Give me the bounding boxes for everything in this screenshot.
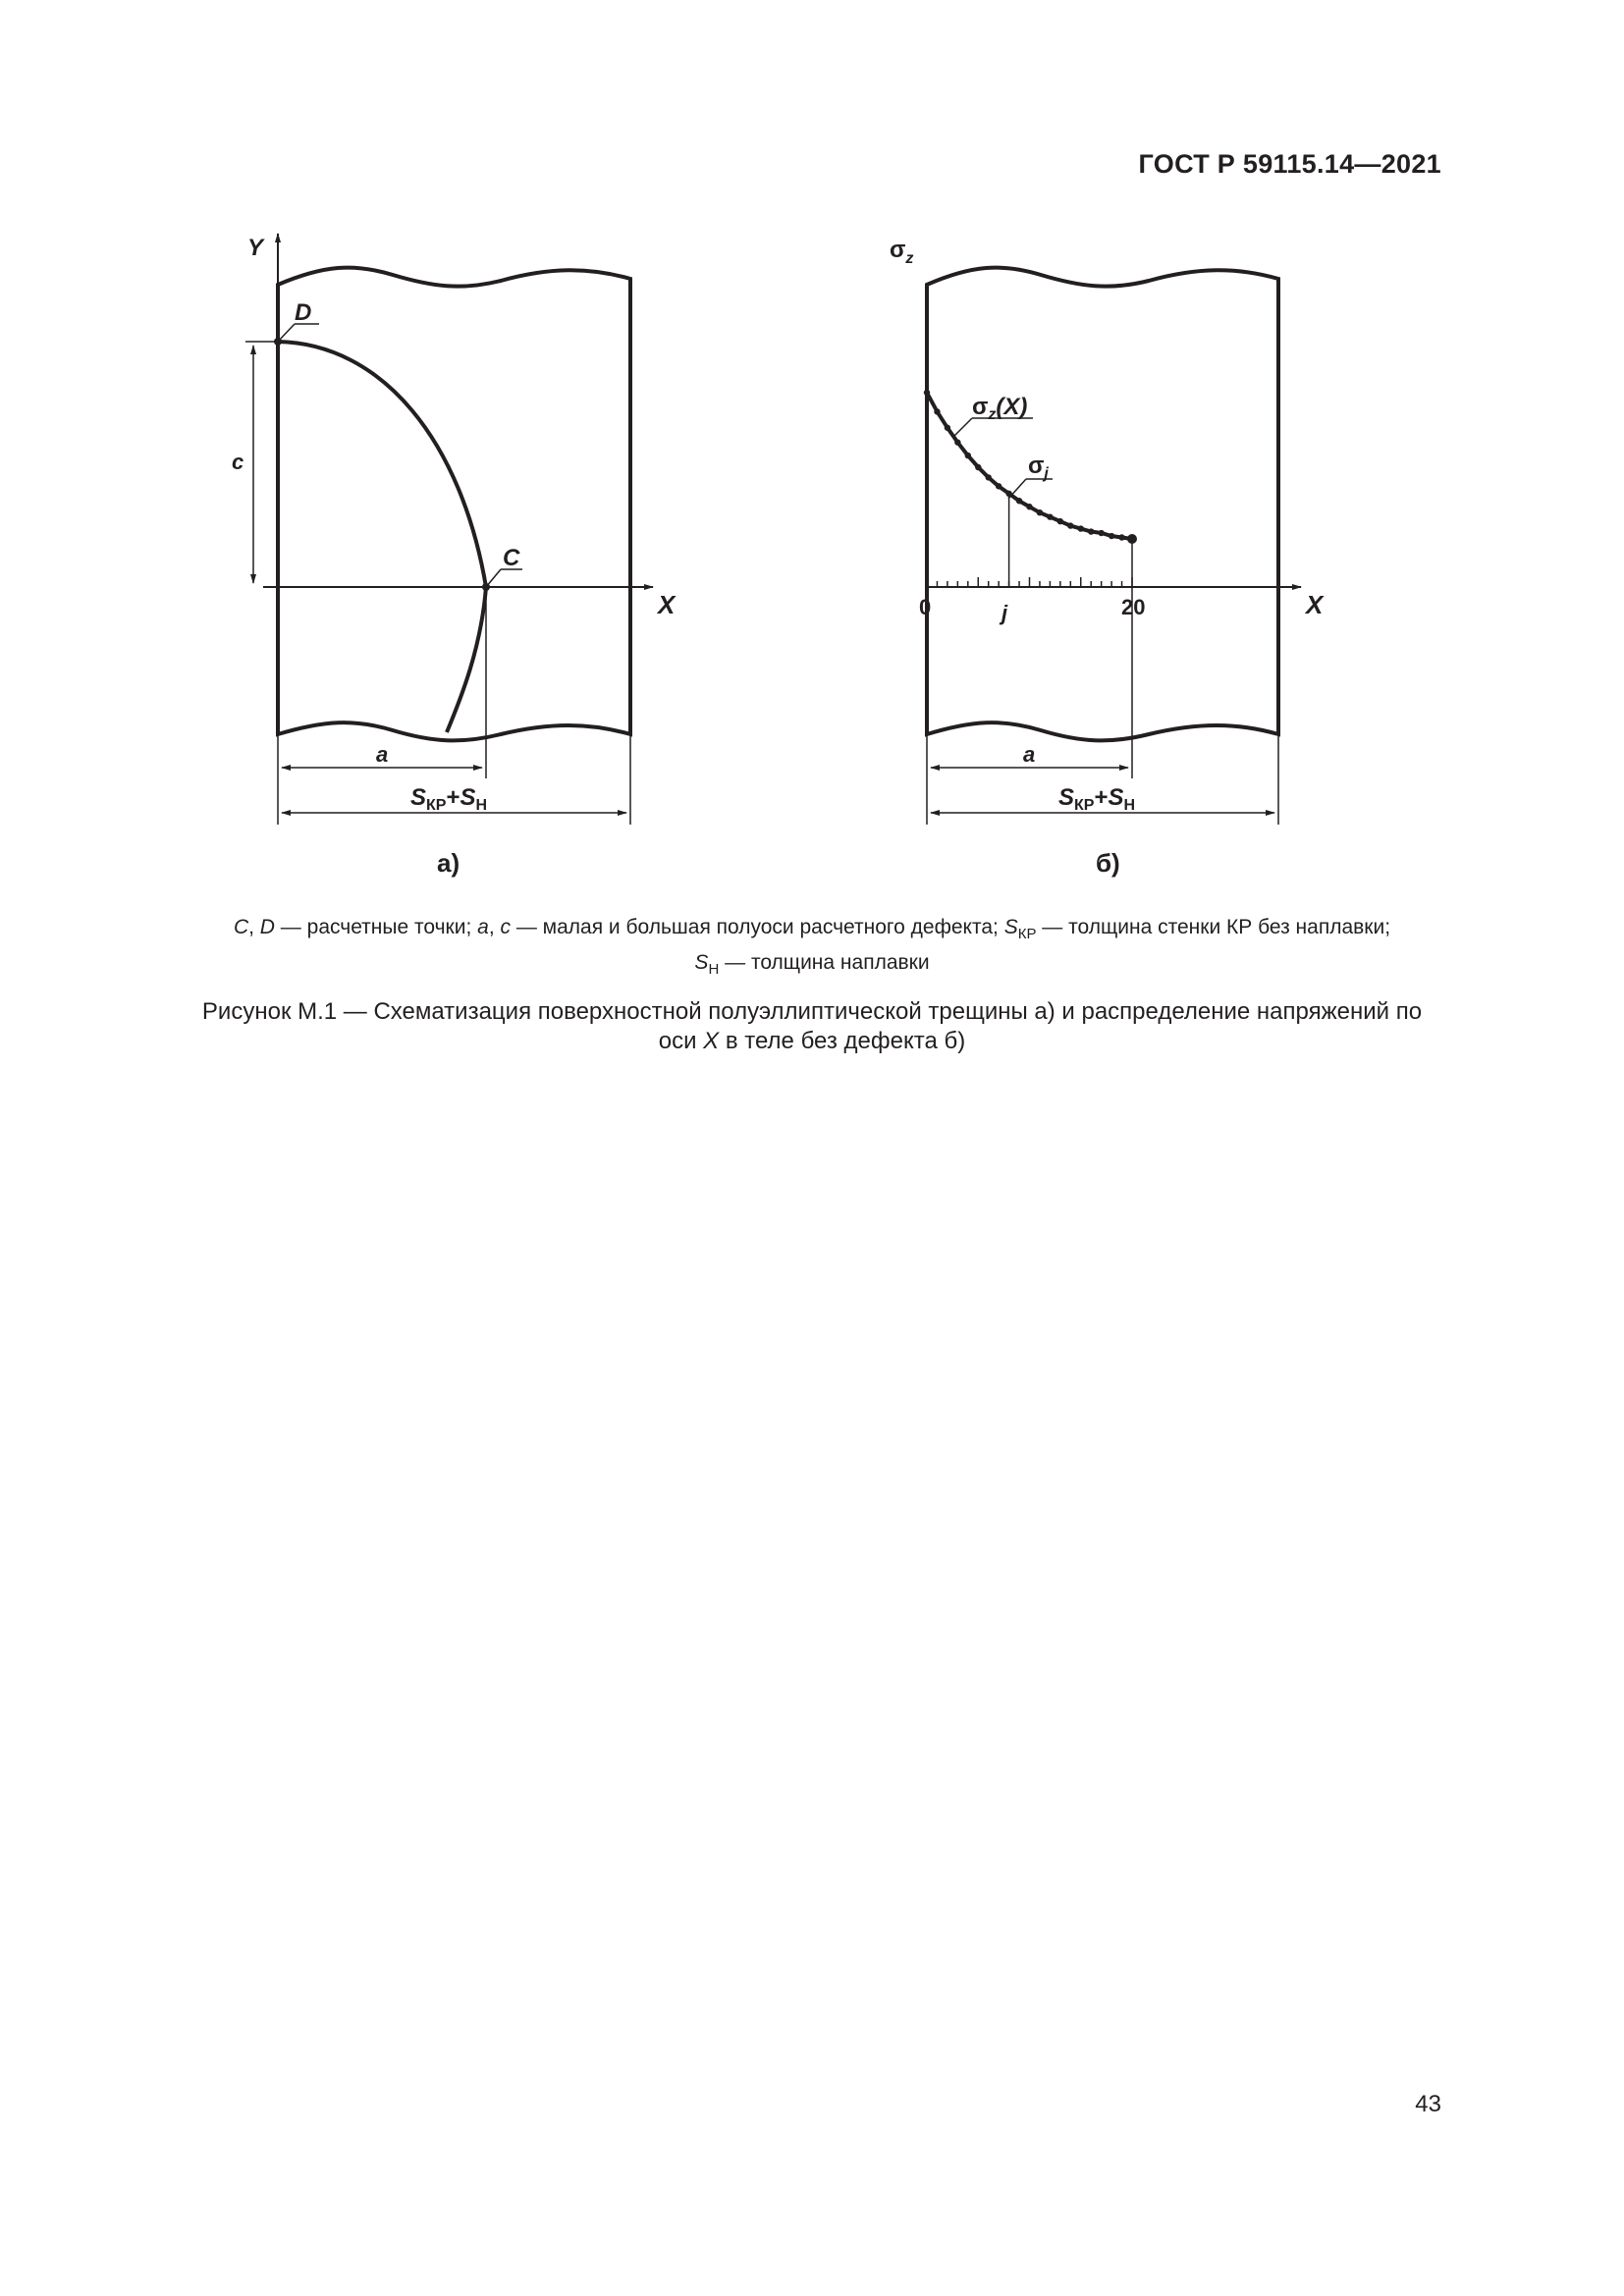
sigma-z-point <box>1016 498 1022 504</box>
point-j-leader <box>1008 479 1026 499</box>
figure-a <box>232 234 677 878</box>
standard-header: ГОСТ Р 59115.14—2021 <box>1138 149 1441 179</box>
dim-a-label-b: a <box>1023 742 1036 767</box>
dim-c-label: c <box>232 450 244 474</box>
y-axis-label-a: Y <box>247 235 264 261</box>
dim-s-label-b: $S_{КР}+S_Н$ <box>1058 784 1136 814</box>
plate-a-outline <box>278 268 630 741</box>
sigma-z-point <box>1047 513 1053 519</box>
dim-a-label: a <box>376 742 389 767</box>
sigma-z-point <box>1067 522 1073 528</box>
figure-a-label: а) <box>437 848 460 878</box>
sigma-z-point <box>945 425 950 431</box>
tick-label-j: j <box>1001 601 1008 625</box>
caption-line-1: Рисунок М.1 — Схематизация поверхностной полуэллиптической трещины а) и распределение напряжений по <box>201 998 1423 1025</box>
legend-line-2: $S_Н$ — толщина наплавки <box>694 951 930 979</box>
point-c-leader <box>486 569 501 587</box>
y-axis-label-b: $\sigma_z$ <box>890 237 914 267</box>
page-number: 43 <box>1415 2091 1441 2117</box>
sigma-z-point <box>924 390 930 396</box>
tick-label-0: 0 <box>919 595 932 619</box>
dim-s-label: $S_{КР}+S_Н$ <box>410 784 488 814</box>
point-c-label: C <box>503 545 520 571</box>
curve-label-leader <box>954 418 972 436</box>
sigma-z-point <box>1078 525 1084 531</box>
figure <box>0 0 1624 942</box>
sigma-z-point <box>965 453 971 458</box>
sigma-z-point <box>1109 533 1114 539</box>
figure-legend <box>0 913 1624 984</box>
x-axis-label-a: X <box>658 590 676 619</box>
crack-ellipse <box>278 342 486 732</box>
sigma-z-point <box>954 439 960 445</box>
figure-b <box>890 237 1325 878</box>
sigma-z-point <box>934 408 940 414</box>
sigma-z-point <box>986 474 992 480</box>
x-ticks-b <box>927 577 1132 587</box>
point-j-label: $\sigma_j$ <box>1028 453 1049 482</box>
sigma-z-point <box>1026 504 1032 509</box>
x-axis-label-b: X <box>1306 590 1324 619</box>
sigma-z-point <box>975 464 981 470</box>
sigma-z-point <box>1098 530 1104 536</box>
point-d-label: D <box>295 299 312 326</box>
figure-caption <box>0 997 1624 1056</box>
figure-b-label: б) <box>1096 848 1120 878</box>
caption-line-2: оси X в теле без дефекта б) <box>658 1028 966 1054</box>
sigma-z-point <box>996 483 1001 489</box>
sigma-z-point <box>1037 509 1043 515</box>
plate-b-outline <box>927 268 1278 741</box>
sigma-z-point <box>1057 518 1063 524</box>
point-d-leader <box>278 324 295 342</box>
tick-label-20: 20 <box>1121 595 1146 619</box>
curve-label: $\sigma_z(X)$ <box>972 394 1028 423</box>
sigma-z-point <box>1088 528 1094 534</box>
sigma-z-point <box>1118 534 1124 540</box>
legend-line-1: C, D — расчетные точки; a, c — малая и большая полуоси расчетного дефекта; $S_{КР}$ — толщина стенки КР без наплавки; <box>233 916 1391 943</box>
